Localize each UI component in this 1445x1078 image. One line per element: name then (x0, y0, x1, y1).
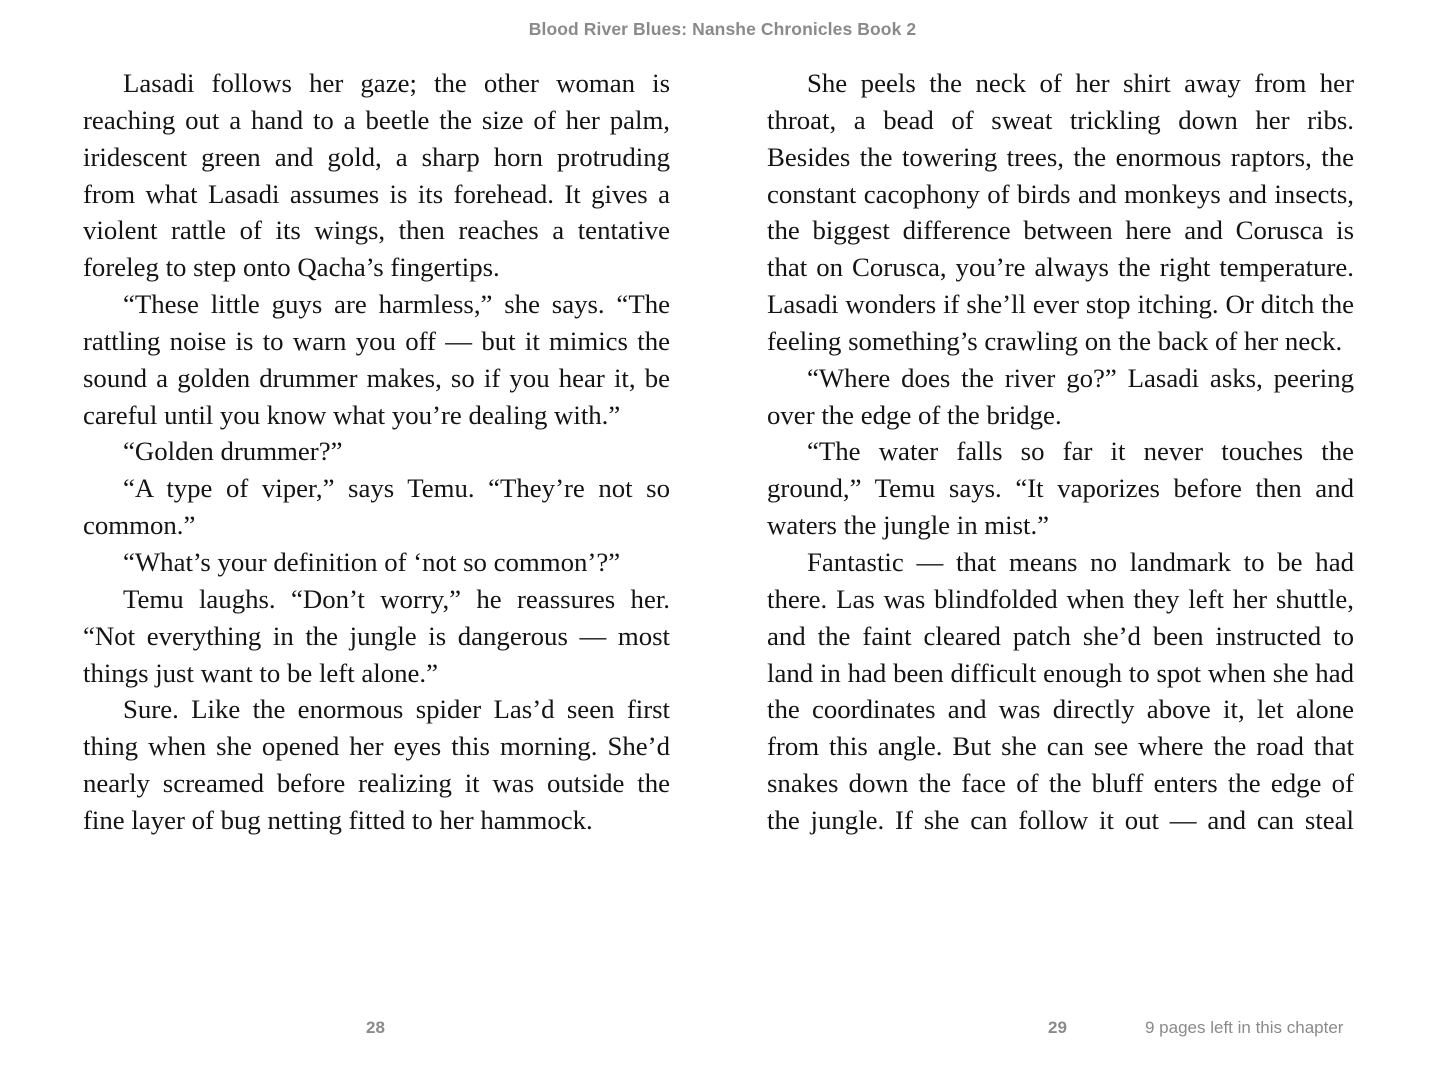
right-page-number: 29 (1048, 1018, 1067, 1037)
paragraph: Fantastic — that means no landmark to be had there. Las was blindfolded when they left her shuttle, and the faint cleared patch she’d been instructed to land in had been difficult enough to spot when she had the coordinates and was directly above it, let alone from this angle. But she can see where the road that snakes down the face of the bluff enters the edge of the jungle. If she can follow it out — and can steal (767, 546, 1354, 835)
paragraph: Temu laughs. “Don’t worry,” he reassures her. “Not everything in the jungle is dangerous — most things just want to be left alone.” (83, 583, 670, 688)
book-title: Blood River Blues: Nanshe Chronicles Book 2 (528, 19, 917, 39)
paragraph: “Golden drummer?” (123, 436, 343, 467)
paragraph: She peels the neck of her shirt away from her throat, a bead of sweat trickling down her ribs. Besides the towering trees, the enormous raptors, the constant cacophony of birds and monkeys and insects, the biggest difference between here and Corusca is that on Corusca, you’re always the right temperature. Lasadi wonders if she’ll ever stop itching. Or ditch the feeling something’s crawling on the back of her neck. (767, 68, 1354, 356)
paragraph: “These little guys are harmless,” she says. “The rattling noise is to warn you off — but it mimics the sound a golden drummer makes, so if you hear it, be careful until you know what you’re dealing with.” (83, 289, 670, 430)
left-page[interactable] (83, 65, 670, 839)
paragraph: “Where does the river go?” Lasadi asks, peering over the edge of the bridge. (767, 362, 1354, 430)
paragraph: Lasadi follows her gaze; the other woman is reaching out a hand to a beetle the size of her palm, iridescent green and gold, a sharp horn protruding from what Lasadi assumes is its forehead. It gives a violent rattle of its wings, then reaches a tentative foreleg to step onto Qacha’s fingertips. (83, 68, 670, 283)
pages-left-in-chapter: 9 pages left in this chapter (1145, 1018, 1344, 1037)
paragraph: “The water falls so far it never touches the ground,” Temu says. “It vaporizes before then and waters the jungle in mist.” (767, 436, 1354, 541)
paragraph: “What’s your definition of ‘not so common’?” (123, 546, 621, 577)
paragraph: “A type of viper,” says Temu. “They’re not so common.” (83, 473, 670, 541)
right-page[interactable] (767, 65, 1354, 839)
paragraph: Sure. Like the enormous spider Las’d seen first thing when she opened her eyes this morning. She’d nearly screamed before realizing it was outside the fine layer of bug netting fitted to her hammock. (83, 694, 670, 835)
left-page-number: 28 (366, 1018, 385, 1037)
